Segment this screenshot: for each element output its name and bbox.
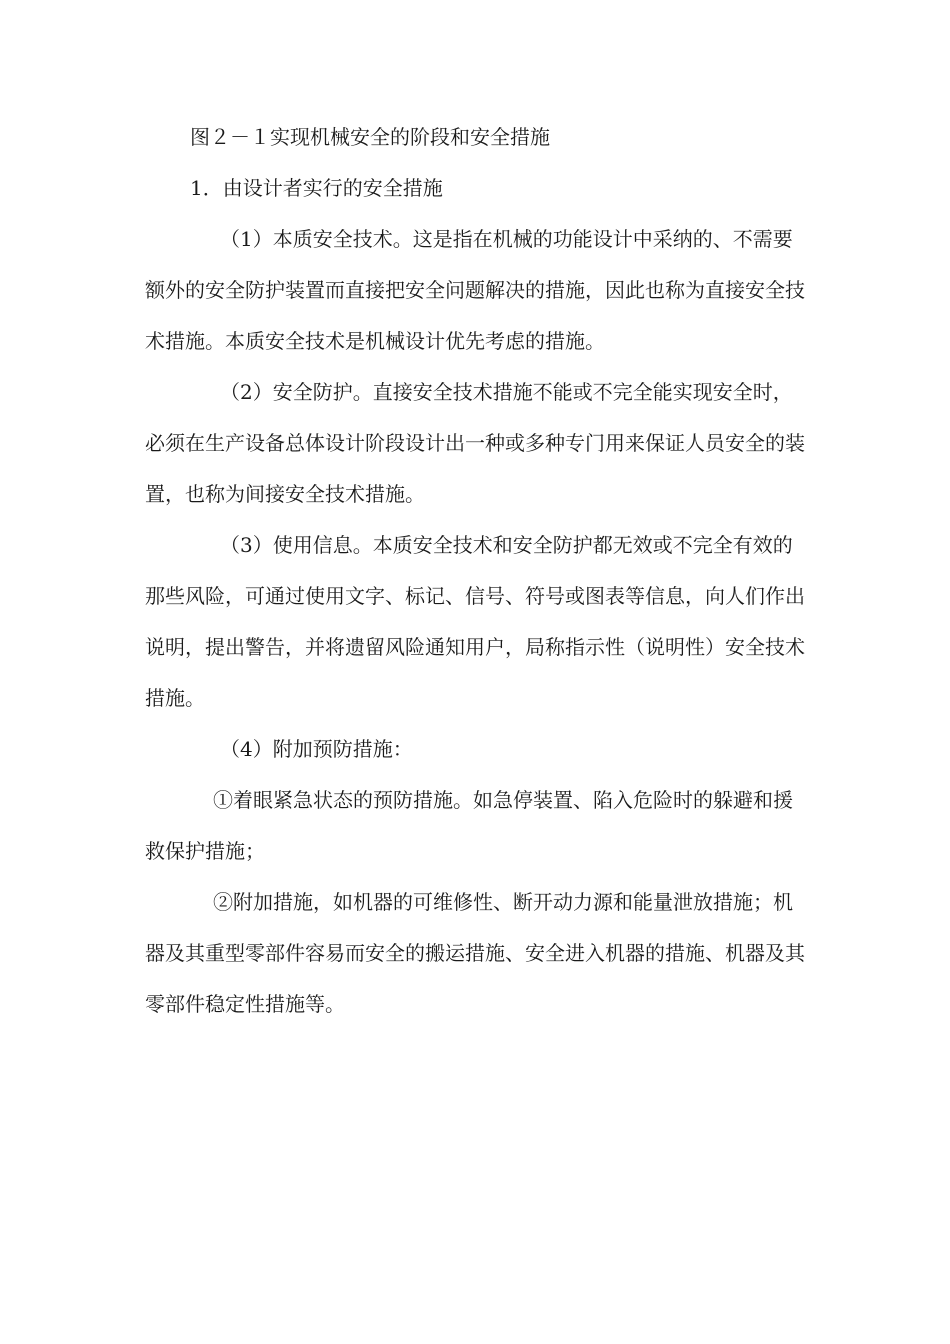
paragraph-safety-protection: （2）安全防护。直接安全技术措施不能或不完全能实现安全时，必须在生产设备总体设计阶段设计出一种或多种专门用来保证人员安全的装置，也称为间接安全技术措施。 <box>145 380 805 506</box>
figure-caption: 图２－１实现机械安全的阶段和安全措施 <box>190 125 550 149</box>
paragraph-emergency-measures: ①着眼紧急状态的预防措施。如急停装置、陷入危险时的躲避和援救保护措施； <box>145 788 793 863</box>
paragraph-usage-information: （3）使用信息。本质安全技术和安全防护都无效或不完全有效的那些风险，可通过使用文字、标记、信号、符号或图表等信息，向人们作出说明，提出警告，并将遗留风险通知用户，局称指示性（说明性）安全技术措施。 <box>145 533 805 710</box>
paragraph-supplementary-measures: ②附加措施，如机器的可维修性、断开动力源和能量泄放措施；机器及其重型零部件容易而安全的搬运措施、安全进入机器的措施、机器及其零部件稳定性措施等。 <box>145 890 805 1016</box>
document-body <box>145 112 810 1030</box>
section-heading: 1．由设计者实行的安全措施 <box>190 176 443 200</box>
paragraph-intrinsic-safety: （1）本质安全技术。这是指在机械的功能设计中采纳的、不需要额外的安全防护装置而直接把安全问题解决的措施，因此也称为直接安全技术措施。本质安全技术是机械设计优先考虑的措施。 <box>145 227 805 353</box>
paragraph-additional-measures: （4）附加预防措施： <box>220 737 413 761</box>
